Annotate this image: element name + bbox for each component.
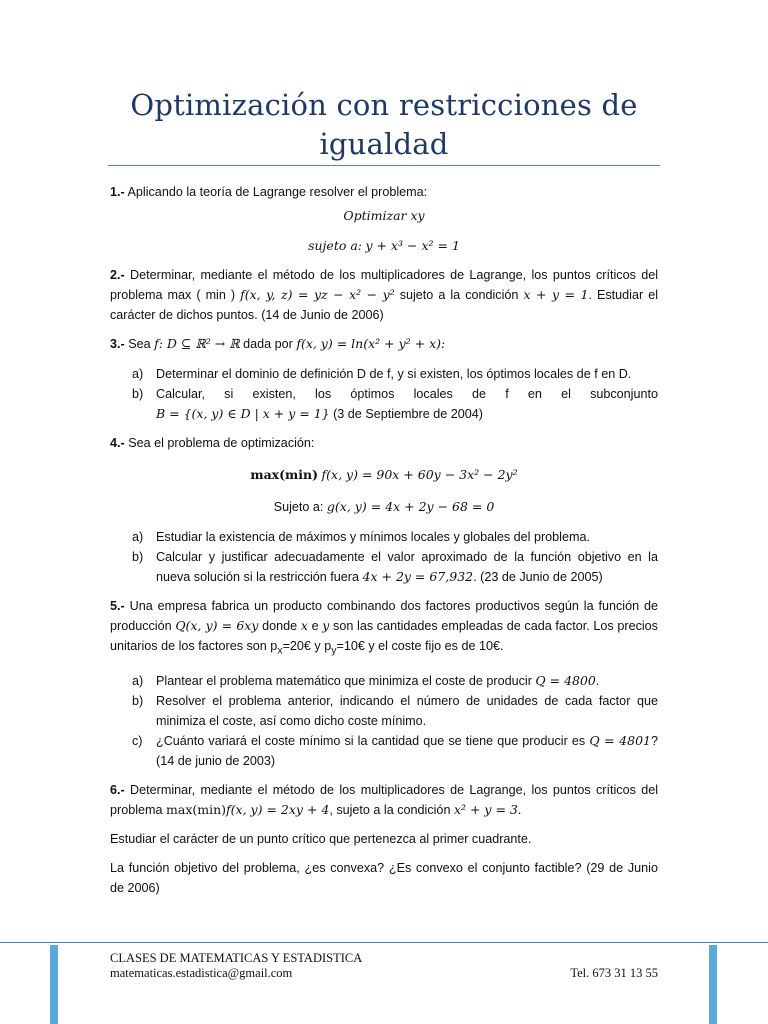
problem-text: =20€ y p: [282, 639, 332, 653]
list-item: [110, 527, 658, 547]
list-item: [110, 364, 658, 384]
problem-3: [110, 334, 658, 354]
footer-title: CLASES DE MATEMATICAS Y ESTADISTICA: [110, 951, 363, 965]
constraint-label: sujeto a:: [308, 238, 363, 253]
math-expression: y + x³ − x² = 1: [365, 238, 460, 253]
subscript: y: [331, 644, 337, 657]
math-operator: max(min): [166, 801, 227, 817]
math-expression: Optimizar xy: [343, 208, 425, 223]
problem-text: .: [517, 802, 522, 817]
problem-text: Una empresa fabrica un producto combinando dos factores productivos según la función de producción: [110, 599, 658, 633]
problem-number: 3.-: [110, 337, 125, 351]
problem-4-constraint: [110, 497, 658, 517]
math-expression: f(x, y) = 2xy + 4: [226, 801, 330, 817]
math-expression: f(x, y, z) = yz − x² − y²: [240, 287, 395, 302]
item-letter: b): [132, 550, 144, 564]
problem-text: dada por: [243, 337, 293, 351]
problem-text: e: [311, 619, 319, 633]
item-text: ¿Cuánto variará el coste mínimo si la cantidad que se tiene que producir es: [156, 733, 586, 748]
math-expression: f: D ⊆ ℝ² → ℝ: [154, 336, 240, 351]
subscript: x: [277, 644, 283, 657]
math-expression: f(x, y) = ln(x² + y² + x):: [296, 336, 446, 351]
item-text: Calcular, si existen, los óptimos locales de f en el subconjunto: [156, 387, 658, 401]
item-text: Estudiar la existencia de máximos y mínimos locales y globales del problema.: [156, 530, 590, 544]
list-item: [110, 671, 658, 691]
math-expression: Q = 4800: [535, 672, 596, 688]
problem-text: Sea el problema de optimización:: [128, 436, 315, 450]
footer-phone: Tel. 673 31 13 55: [570, 966, 658, 980]
problem-6-part-3: La función objetivo del problema, ¿es convexa? ¿Es convexo el conjunto factible? (29 de Junio de 2006): [110, 860, 658, 895]
list-item: [110, 731, 658, 771]
math-expression: f(x, y) = 90x + 60y − 3x² − 2y²: [321, 467, 518, 482]
item-letter: b): [132, 387, 144, 401]
problem-text: Sea: [128, 337, 151, 351]
math-expression: Q = 4801: [589, 732, 651, 748]
problem-text: , sujeto a la condición: [329, 802, 451, 817]
footer-left-bar: [50, 945, 58, 1024]
math-expression: x + y = 1: [523, 287, 589, 302]
math-expression: B = {(x, y) ∈ D | x + y = 1}: [156, 406, 330, 421]
item-text: Determinar el dominio de definición D de f, y si existen, los óptimos locales de f en D.: [156, 367, 632, 381]
item-text: .: [595, 673, 600, 688]
math-variable: y: [322, 618, 330, 633]
problem-list: [110, 182, 658, 898]
item-text: Calcular y justificar adecuadamente el valor aproximado de la función objetivo en la nueva solución si la restricción fuera: [156, 550, 658, 584]
problem-3-items: [110, 364, 658, 424]
list-item: [110, 547, 658, 587]
constraint-label: Sujeto a:: [273, 500, 324, 514]
problem-6: [110, 780, 658, 820]
list-item: [110, 691, 658, 731]
title-divider: [108, 165, 660, 166]
item-letter: b): [132, 693, 144, 708]
item-letter: a): [132, 673, 144, 688]
problem-number: 1.-: [110, 185, 125, 199]
problem-text: son las cantidades empleadas de cada factor. Los precios unitarios de los factores son p: [110, 619, 658, 653]
page-title: Optimización con restricciones de igualdad: [130, 88, 638, 161]
problem-4-items: [110, 527, 658, 587]
math-operator: max(min): [250, 467, 319, 482]
problem-2: [110, 265, 658, 325]
item-letter: a): [132, 367, 144, 381]
item-letter: c): [132, 733, 143, 748]
footer-right-bar: [709, 945, 717, 1024]
problem-number: 4.-: [110, 436, 125, 450]
problem-number: 2.-: [110, 268, 125, 282]
item-text: Plantear el problema matemático que minimiza el coste de producir: [156, 673, 532, 688]
math-expression: x² + y = 3: [453, 801, 518, 817]
item-text: Resolver el problema anterior, indicando el número de unidades de cada factor que minimiza el coste, así como dicho coste mínimo.: [156, 693, 658, 728]
footer-divider: [0, 942, 768, 943]
math-expression: Q(x, y) = 6xy: [175, 618, 259, 633]
problem-4-objective: [110, 465, 658, 485]
problem-text: sujeto a la condición: [399, 288, 519, 302]
item-letter: a): [132, 530, 144, 544]
problem-text: . Estudiar el carácter de dichos puntos. (14 de Junio de 2006): [110, 288, 659, 322]
math-variable: x: [300, 618, 308, 633]
problem-6-part-2: Estudiar el carácter de un punto crítico que pertenezca al primer cuadrante.: [110, 831, 532, 846]
problem-text: donde: [262, 619, 298, 633]
problem-number: 5.-: [110, 599, 125, 613]
list-item: [110, 384, 658, 424]
problem-text: Determinar, mediante el método de los multiplicadores de Lagrange, los puntos críticos del problema: [110, 782, 659, 817]
math-expression: g(x, y) = 4x + 2y − 68 = 0: [326, 499, 495, 514]
item-date: (3 de Septiembre de 2004): [333, 407, 483, 421]
problem-text: Determinar, mediante el método de los multiplicadores de Lagrange, los puntos críticos del problema max ( min ): [110, 268, 659, 302]
problem-1-constraint: [110, 236, 658, 256]
problem-1: [110, 182, 658, 202]
problem-1-objective: [110, 206, 658, 226]
problem-text: =10€ y el coste fijo es de 10€.: [336, 639, 504, 653]
problem-number: 6.-: [110, 782, 125, 797]
item-date: . (23 de Junio de 2005): [473, 570, 603, 584]
item-date: ? (14 de junio de 2003): [156, 733, 659, 768]
footer-email[interactable]: matematicas.estadistica@gmail.com: [110, 966, 293, 980]
problem-text: Aplicando la teoría de Lagrange resolver el problema:: [127, 185, 428, 199]
problem-5: [110, 596, 658, 661]
problem-4: [110, 433, 658, 453]
problem-5-items: [110, 671, 658, 771]
math-expression: 4x + 2y = 67,932: [362, 569, 474, 584]
